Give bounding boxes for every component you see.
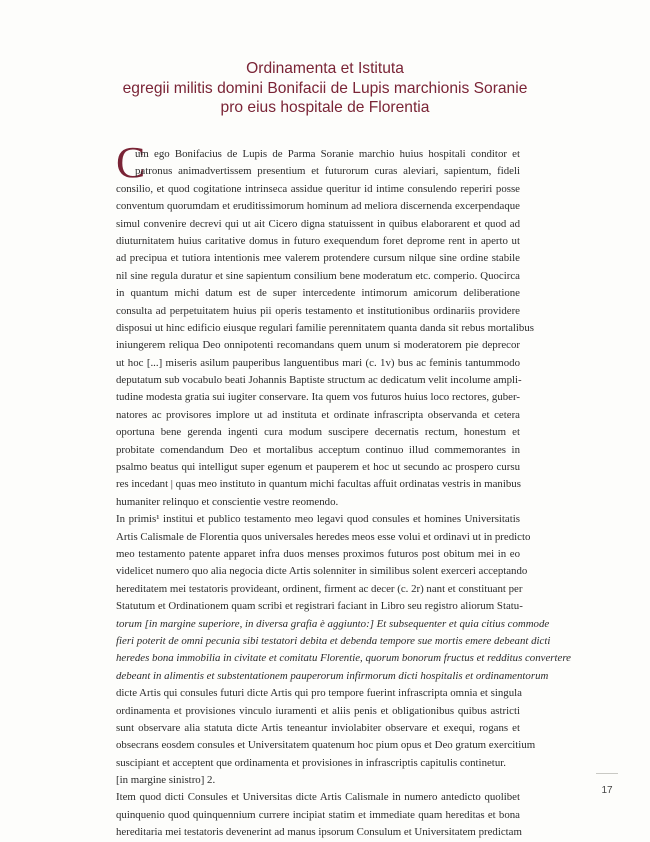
text-line: ordinamenta et provisiones vinculo iuramenti et aliis penis et obligationibus quibus astricti xyxy=(116,704,520,717)
text-line: heredes bona immobilia in civitate et comitatu Florentie, quorum bonorum fructus et redditus convertere xyxy=(116,652,571,665)
title-line-3: pro eius hospitale de Florentia xyxy=(220,99,430,116)
text-line: nil sine regula duratur et sine sapientum consilium bene moderatum etc. comperio. Quocirca xyxy=(116,269,520,282)
text-line: um ego Bonifacius de Lupis de Parma Soranie marchio huius hospitali conditor et xyxy=(135,148,520,160)
text-line: suscipiant et acceptent que ordinamenta et provisiones in infrascriptis capitulis continetur. xyxy=(116,756,506,769)
text-line: hereditatem mei testatoris provideant, ordinent, firment ac decer (c. 2r) nant et constituant per xyxy=(116,582,523,595)
text-line: simul convenire decrevi qui ut ait Cicero digna statuissent in quibus elaborarent et quod ad xyxy=(116,217,520,230)
text-line: iniungerem reliqua Deo onnipotenti recomandans quem unum si moderatorem pie deprecor xyxy=(116,339,520,352)
text-line: diuturnitatem huius caritative domus in futuro exequendum foret deprome rent in aperto ut xyxy=(116,234,520,247)
text-line: ad precipua et tutiora intentionis mee valerem protendere cursum nilque sine ordine stabile xyxy=(116,252,520,265)
text-line: dicte Artis qui consules futuri dicte Artis qui pro tempore fuerint infrascripta omnia et singula xyxy=(116,687,522,700)
text-line: hereditaria mei testatoris devenerint ad manus ipsorum Consulum et Universitatem predictam xyxy=(116,826,522,839)
text-line: [in margine sinistro] 2. xyxy=(116,774,216,787)
text-line: fieri poterit de omni pecunia sibi testatori debita et debenda tempore sue mortis emere debeant dicti xyxy=(116,634,551,647)
title-line-1: Ordinamenta et Istituta xyxy=(246,60,404,77)
text-line: in quantum michi datum est de super intercedente intimorum amicorum deliberatione xyxy=(116,287,520,300)
text-line: oportuna bene gerenda ingenti cura modum suscipere decernatis rectum, honestum et xyxy=(116,426,520,439)
text-line: psalmo beatus qui intelligut super egenum et pauperem et hoc ut secundo ac prospero cursu xyxy=(116,461,520,474)
text-line: consulta ad perpetuitatem huius pii operis testamento et institutionibus ordinariis providere xyxy=(116,304,520,317)
text-line: Statutum et Ordinationem quam scribi et registrari faciant in Libro seu registro aliorum Statu- xyxy=(116,600,523,613)
text-line: disposui ut hinc edificio eiusque regulari familie perennitatem quanta danda sit rebus mortalibus xyxy=(116,321,534,334)
text-line: tudine modesta gratia sui iugiter conservare. Ita quem vos futuros huius loco rectores, guber- xyxy=(116,391,520,404)
text-line: conventum quorumdam et eruditissimorum hominum ad meliora discernenda excerpendaque xyxy=(116,200,520,213)
page-title xyxy=(75,59,575,118)
footer-rule xyxy=(596,773,618,774)
text-line: torum [in margine superiore, in diversa grafia è aggiunto:] Et subsequenter et quia citius commode xyxy=(116,617,550,630)
text-line: Item quod dicti Consules et Universitas dicte Artis Calismale in numero antedicto quolibet xyxy=(116,791,520,804)
text-line: consilio, et quod cogitatione intrinseca assidue queritur id intime consulendo reperiri posse xyxy=(116,182,520,195)
text-line: probitate comendandum Deo et mortalibus acceptum continuo illud commemorantes in xyxy=(116,443,520,456)
body-text xyxy=(116,146,571,842)
text-line: sunt observare alia statuta dicte Artis teneantur inviolabiter observare et exequi, rogans et xyxy=(116,721,520,734)
text-line: debeant in alimentis et substentationem pauperorum infirmorum dicti hospitalis et ordinamentorum xyxy=(116,669,549,682)
page-number: 17 xyxy=(601,785,613,796)
text-line: Artis Calismale de Florentia quos universales heredes meos esse volui et ordinavi ut in predicto xyxy=(116,530,531,543)
text-line: natores ac provisores implore ut ad instituta et ordinate infrascripta observanda et cetera xyxy=(116,408,520,421)
title-line-2: egregii militis domini Bonifacii de Lupis marchionis Soranie xyxy=(122,79,528,97)
text-line: ut hoc [...] miseris asilum pauperibus languentibus mari (c. 1v) bus ac feminis tantummodo xyxy=(116,356,520,369)
text-line: patronus animadvertissem presentium et futurorum curas aleviari, sapientum, fideli xyxy=(135,165,520,178)
text-line: humaniter relinquo et conscientie vestre reomendo. xyxy=(116,495,339,508)
text-line: In primis¹ institui et publico testamento meo legavi quod consules et homines Universitatis xyxy=(116,513,520,526)
text-line: meo testamento patente apparet infra duos menses proximos futuros post obitum mei in eo xyxy=(116,547,520,560)
drop-cap: C xyxy=(116,138,146,187)
text-line: deputatum sub vocabulo beati Johannis Baptiste structum ac dedicatum velit incolume ampli- xyxy=(116,374,522,387)
text-line: quinquenio quod quinquennium currere incipiat statim et immediate quam hereditas et bona xyxy=(116,808,520,821)
text-line: videlicet numero quo alia negocia dicte Artis solenniter in similibus solent exerceri acceptando xyxy=(116,565,528,578)
text-line: obsecrans eosdem consules et Universitatem quatenum hoc pium opus et Deo gratum exercitium xyxy=(116,739,536,752)
text-line: res incedant | quas meo instituto in quantum michi facultas affuit ordinatas vestris in manibus xyxy=(116,478,521,491)
